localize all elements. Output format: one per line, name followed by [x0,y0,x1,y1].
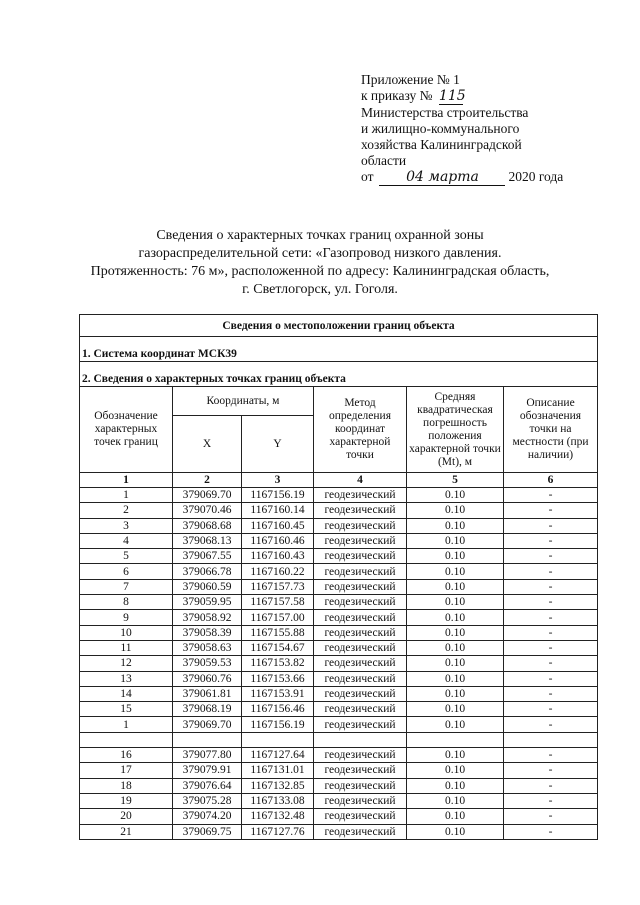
accuracy-cell: 0.10 [407,518,504,533]
point-number-cell: 15 [80,702,173,717]
accuracy-cell: 0.10 [407,717,504,732]
point-number-cell: 19 [80,793,173,808]
method-cell: геодезический [314,579,407,594]
coord-y-cell: 1167155.88 [242,625,314,640]
empty-cell [173,732,242,747]
coord-x-cell: 379060.59 [173,579,242,594]
description-cell: - [504,717,598,732]
description-cell: - [504,656,598,671]
method-cell: геодезический [314,549,407,564]
accuracy-cell: 0.10 [407,671,504,686]
description-cell: - [504,793,598,808]
accuracy-cell: 0.10 [407,595,504,610]
coord-x-cell: 379069.70 [173,488,242,503]
coord-y-cell: 1167160.43 [242,549,314,564]
coord-x-cell: 379077.80 [173,748,242,763]
coord-x-cell: 379060.76 [173,671,242,686]
coord-x-cell: 379076.64 [173,778,242,793]
method-cell: геодезический [314,595,407,610]
description-cell: - [504,549,598,564]
coord-y-cell: 1167127.76 [242,824,314,839]
coord-y-cell: 1167133.08 [242,793,314,808]
coord-x-cell: 379067.55 [173,549,242,564]
accuracy-cell: 0.10 [407,793,504,808]
table-row [80,793,598,808]
column-number: 4 [314,473,407,488]
accuracy-cell: 0.10 [407,533,504,548]
description-cell: - [504,702,598,717]
coord-y-cell: 1167127.64 [242,748,314,763]
table-row [80,824,598,839]
description-cell: - [504,640,598,655]
method-cell: геодезический [314,640,407,655]
coord-x-cell: 379066.78 [173,564,242,579]
empty-cell [407,732,504,747]
coord-y-cell: 1167131.01 [242,763,314,778]
point-number-cell: 6 [80,564,173,579]
description-cell: - [504,503,598,518]
description-cell: - [504,748,598,763]
points-info-row: 2. Сведения о характерных точках границ объекта [80,362,598,387]
date-suffix: 2020 года [508,169,564,184]
header-y: Y [242,416,314,473]
accuracy-cell: 0.10 [407,579,504,594]
order-prefix: к приказу № [361,88,433,103]
ministry-line-3: хозяйства Калининградской [361,137,522,152]
accuracy-cell: 0.10 [407,640,504,655]
table-row [80,686,598,701]
table-row [80,717,598,732]
column-number: 5 [407,473,504,488]
title-line-3: Протяженность: 76 м», расположенной по адресу: Калининградская область, [90,264,550,279]
method-cell: геодезический [314,503,407,518]
point-number-cell: 4 [80,533,173,548]
table-row [80,518,598,533]
empty-cell [80,732,173,747]
coord-x-cell: 379074.20 [173,809,242,824]
point-number-cell: 5 [80,549,173,564]
point-number-cell: 18 [80,778,173,793]
table-row [80,778,598,793]
method-cell: геодезический [314,763,407,778]
document-title [60,227,580,299]
method-cell: геодезический [314,625,407,640]
accuracy-cell: 0.10 [407,702,504,717]
ministry-line-1: Министерства строительства [361,105,529,120]
date-field [379,169,505,186]
header-description: Описание обозначения точки на местности (при наличии) [504,387,598,473]
coord-y-cell: 1167153.91 [242,686,314,701]
point-number-cell: 8 [80,595,173,610]
description-cell: - [504,686,598,701]
appendix-label: Приложение № 1 [361,72,460,87]
table-row [80,625,598,640]
accuracy-cell: 0.10 [407,503,504,518]
header-coordinates: Координаты, м [173,387,314,416]
method-cell: геодезический [314,518,407,533]
method-cell: геодезический [314,702,407,717]
description-cell: - [504,564,598,579]
description-cell: - [504,809,598,824]
method-cell: геодезический [314,533,407,548]
separator-row [80,732,598,747]
header-accuracy: Средняя квадратическая погрешность положения характерной точки (Mt), м [407,387,504,473]
coord-x-cell: 379061.81 [173,686,242,701]
description-cell: - [504,533,598,548]
method-cell: геодезический [314,564,407,579]
method-cell: геодезический [314,686,407,701]
table-row [80,595,598,610]
coord-y-cell: 1167132.85 [242,778,314,793]
accuracy-cell: 0.10 [407,488,504,503]
table-row [80,809,598,824]
table-row [80,579,598,594]
point-number-cell: 12 [80,656,173,671]
header-x: X [173,416,242,473]
coord-x-cell: 379058.92 [173,610,242,625]
coord-x-cell: 379068.19 [173,702,242,717]
order-line [361,88,621,105]
coord-x-cell: 379068.68 [173,518,242,533]
point-number-cell: 14 [80,686,173,701]
table-row [80,610,598,625]
coord-x-cell: 379075.28 [173,793,242,808]
boundary-points-table [79,314,598,840]
point-number-cell: 17 [80,763,173,778]
description-cell: - [504,763,598,778]
description-cell: - [504,488,598,503]
coord-y-cell: 1167156.19 [242,488,314,503]
method-cell: геодезический [314,610,407,625]
accuracy-cell: 0.10 [407,549,504,564]
accuracy-cell: 0.10 [407,763,504,778]
description-cell: - [504,671,598,686]
empty-cell [504,732,598,747]
point-number-cell: 2 [80,503,173,518]
column-number-row [80,473,598,488]
coord-x-cell: 379070.46 [173,503,242,518]
section-title: Сведения о местоположении границ объекта [80,315,598,337]
header-designation: Обозначение характерных точек границ [80,387,173,473]
appendix-header [361,72,621,186]
coord-y-cell: 1167157.58 [242,595,314,610]
point-number-cell: 21 [80,824,173,839]
coord-y-cell: 1167132.48 [242,809,314,824]
accuracy-cell: 0.10 [407,610,504,625]
description-cell: - [504,625,598,640]
description-cell: - [504,579,598,594]
title-line-2: газораспределительной сети: «Газопровод низкого давления. [138,246,502,261]
column-number: 2 [173,473,242,488]
empty-cell [314,732,407,747]
coord-x-cell: 379079.91 [173,763,242,778]
coord-y-cell: 1167160.46 [242,533,314,548]
point-number-cell: 9 [80,610,173,625]
coord-x-cell: 379069.70 [173,717,242,732]
accuracy-cell: 0.10 [407,686,504,701]
coordinate-system-row: 1. Система координат МСК39 [80,337,598,362]
coord-x-cell: 379068.13 [173,533,242,548]
order-number [438,88,466,105]
coord-x-cell: 379059.53 [173,656,242,671]
coord-y-cell: 1167156.19 [242,717,314,732]
description-cell: - [504,778,598,793]
date-handwritten: 04 марта [406,169,479,185]
table-row [80,656,598,671]
description-cell: - [504,610,598,625]
coord-y-cell: 1167154.67 [242,640,314,655]
method-cell: геодезический [314,809,407,824]
point-number-cell: 1 [80,717,173,732]
point-number-cell: 1 [80,488,173,503]
order-number-handwritten: 115 [438,88,466,104]
coord-y-cell: 1167156.46 [242,702,314,717]
table-row [80,671,598,686]
table-row [80,533,598,548]
point-number-cell: 13 [80,671,173,686]
table-row [80,763,598,778]
coord-y-cell: 1167153.82 [242,656,314,671]
ministry-line-2: и жилищно-коммунального [361,121,520,136]
method-cell: геодезический [314,717,407,732]
coord-y-cell: 1167160.22 [242,564,314,579]
header-method: Метод определения координат характерной точки [314,387,407,473]
method-cell: геодезический [314,488,407,503]
coord-y-cell: 1167160.14 [242,503,314,518]
coord-x-cell: 379069.75 [173,824,242,839]
description-cell: - [504,824,598,839]
table-row [80,549,598,564]
description-cell: - [504,595,598,610]
point-number-cell: 10 [80,625,173,640]
coord-y-cell: 1167157.73 [242,579,314,594]
table-row [80,564,598,579]
point-number-cell: 16 [80,748,173,763]
column-number: 1 [80,473,173,488]
coord-x-cell: 379058.39 [173,625,242,640]
table-row [80,702,598,717]
method-cell: геодезический [314,824,407,839]
table-row [80,640,598,655]
empty-cell [242,732,314,747]
table-row [80,748,598,763]
point-number-cell: 11 [80,640,173,655]
accuracy-cell: 0.10 [407,748,504,763]
point-number-cell: 7 [80,579,173,594]
column-number: 6 [504,473,598,488]
accuracy-cell: 0.10 [407,809,504,824]
accuracy-cell: 0.10 [407,564,504,579]
accuracy-cell: 0.10 [407,778,504,793]
date-line [361,169,621,186]
table-row [80,503,598,518]
coord-y-cell: 1167157.00 [242,610,314,625]
coord-x-cell: 379058.63 [173,640,242,655]
ministry-line-4: области [361,153,407,168]
coord-y-cell: 1167153.66 [242,671,314,686]
point-number-cell: 20 [80,809,173,824]
title-line-1: Сведения о характерных точках границ охранной зоны [156,228,484,243]
table-row [80,488,598,503]
method-cell: геодезический [314,656,407,671]
coord-y-cell: 1167160.45 [242,518,314,533]
method-cell: геодезический [314,748,407,763]
description-cell: - [504,518,598,533]
accuracy-cell: 0.10 [407,656,504,671]
date-prefix: от [361,169,374,184]
point-number-cell: 3 [80,518,173,533]
accuracy-cell: 0.10 [407,625,504,640]
method-cell: геодезический [314,778,407,793]
coord-x-cell: 379059.95 [173,595,242,610]
method-cell: геодезический [314,671,407,686]
title-line-4: г. Светлогорск, ул. Гоголя. [242,282,398,297]
method-cell: геодезический [314,793,407,808]
accuracy-cell: 0.10 [407,824,504,839]
column-number: 3 [242,473,314,488]
